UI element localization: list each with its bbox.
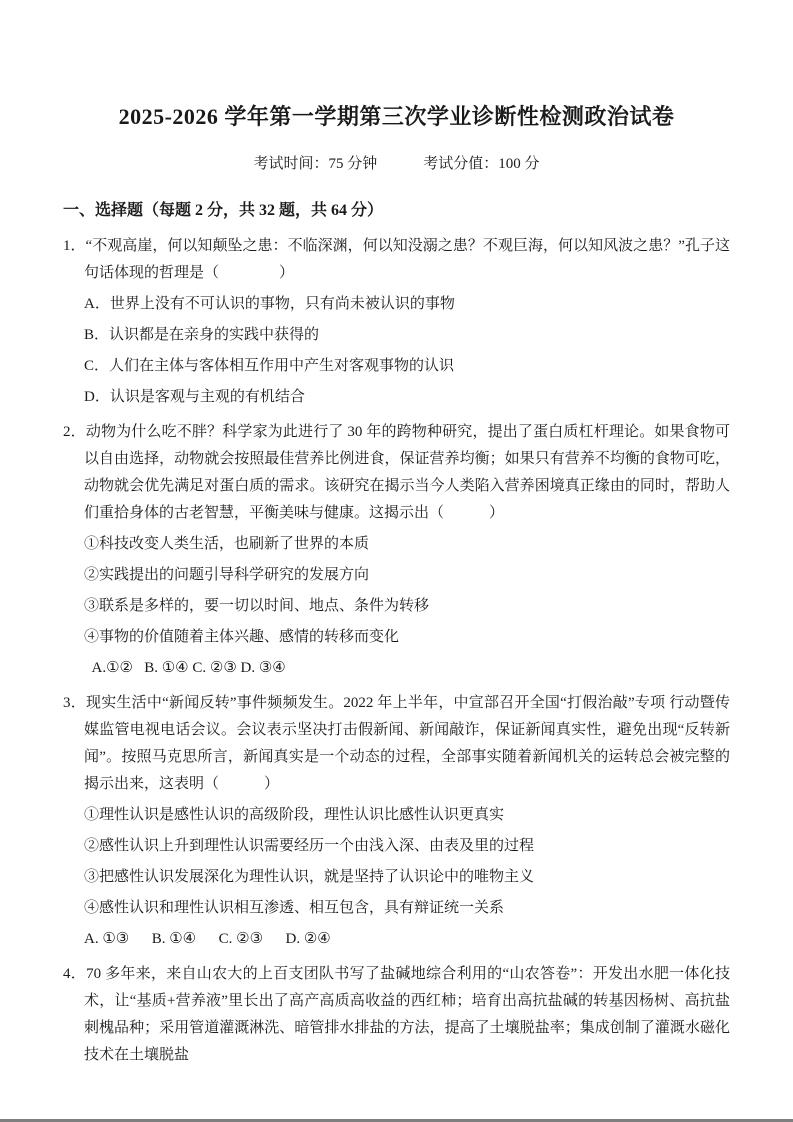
question-3 [63,690,730,953]
option-line: A．世界上没有不可认识的事物，只有尚未被认识的事物 [84,296,455,312]
option-line: A.①② B. ①④ C. ②③ D. ③④ [84,660,286,676]
section-heading-multiple-choice: 一、选择题（每题 2 分，共 32 题，共 64 分） [63,202,384,219]
exam-info [63,154,730,175]
option-line: B．认识都是在亲身的实践中获得的 [84,327,320,343]
question-1 [63,233,730,411]
question-options [63,291,730,411]
option-line: ④事物的价值随着主体兴趣、感情的转移而变化 [84,629,400,645]
option-line: ③联系是多样的，要一切以时间、地点、条件为转移 [84,598,430,614]
option-line: ③把感性认识发展深化为理性认识，就是坚持了认识论中的唯物主义 [84,869,535,885]
option-line: ④感性认识和理性认识相互渗透、相互包含，具有辩证统一关系 [84,900,505,916]
question-stem: 3．现实生活中“新闻反转”事件频频发生。2022 年上半年，中宣部召开全国“打假治敲”专项 行动暨传媒监管电视电话会议。会议表示坚决打击假新闻、新闻敲诈，保证新闻真实性，避免出现“反转新闻”。按照马克思所言，新闻真实是一个动态的过程，全部事实随着新闻机关的运转总会被完整的揭示出来，这表明（ ） [63,695,730,792]
exam-time-label: 考试时间：75 分钟 [253,156,378,172]
question-2 [63,419,730,682]
question-options [63,802,730,953]
option-line: ①理性认识是感性认识的高级阶段，理性认识比感性认识更真实 [84,807,505,823]
page-title: 2025-2026 学年第一学期第三次学业诊断性检测政治试卷 [118,104,675,129]
option-line: ②实践提出的问题引导科学研究的发展方向 [84,567,370,583]
question-4 [63,961,730,1069]
question-list [63,233,730,1069]
option-line: ①科技改变人类生活，也刷新了世界的本质 [84,536,370,552]
question-stem: 4．70 多年来，来自山农大的上百支团队书写了盐碱地综合利用的“山农答卷”：开发出水肥一体化技术，让“基质+营养液”里长出了高产高质高收益的西红柿；培育出高抗盐碱的转基因杨树、高抗盐刺槐品种；采用管道灌溉淋洗、暗管排水排盐的方法，提高了土壤脱盐率；集成创制了灌溉水磁化技术在土壤脱盐 [63,966,730,1063]
option-line: C．人们在主体与客体相互作用中产生对客观事物的认识 [84,358,455,374]
exam-score-label: 考试分值：100 分 [423,156,540,172]
option-line: D．认识是客观与主观的有机结合 [84,389,305,405]
question-stem: 2．动物为什么吃不胖？科学家为此进行了 30 年的跨物种研究，提出了蛋白质杠杆理论。如果食物可以自由选择，动物就会按照最佳营养比例进食，保证营养均衡；如果只有营养不均衡的食物可吃，动物就会优先满足对蛋白质的需求。该研究在揭示当今人类陷入营养困境真正缘由的同时，帮助人们重拾身体的古老智慧，平衡美味与健康。这揭示出（ ） [63,424,730,521]
question-stem: 1．“不观高崖，何以知颠坠之患：不临深渊，何以知没溺之患？不观巨海，何以知风波之患？”孔子这句话体现的哲理是（ ） [63,238,730,281]
option-line: ②感性认识上升到理性认识需要经历一个由浅入深、由表及里的过程 [84,838,535,854]
option-line: A. ①③ B. ①④ C. ②③ D. ②④ [84,931,331,947]
question-options [63,531,730,682]
